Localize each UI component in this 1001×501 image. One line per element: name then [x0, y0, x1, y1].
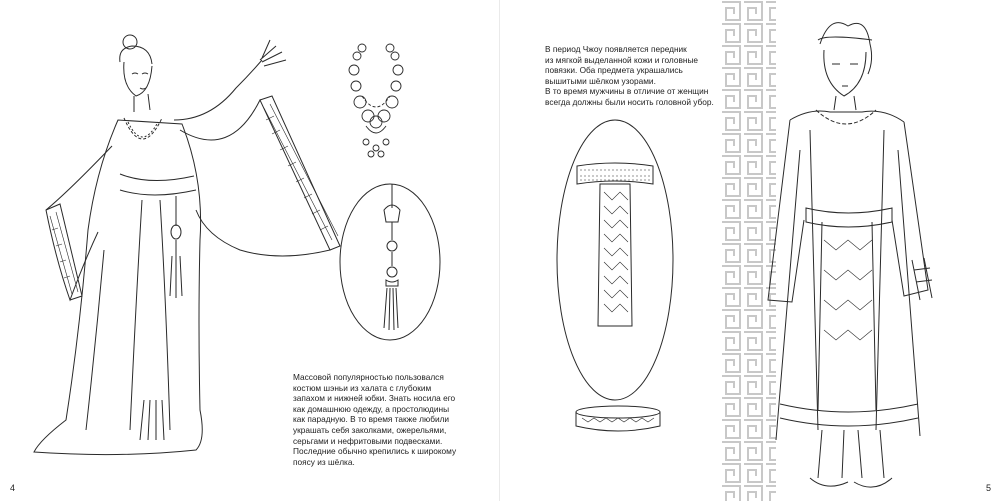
caption-line: запахом и нижней юбки. Знать носила его	[293, 393, 456, 404]
caption-line: В период Чжоу появляется передник	[545, 44, 687, 54]
caption-line: Последние обычно крепились к широкому	[293, 446, 457, 457]
jade-pendant-illustration	[340, 184, 440, 340]
caption-line: Массовой популярностью пользовался	[293, 372, 444, 382]
caption-line: украшать себя заколками, ожерельями,	[293, 424, 447, 435]
left-page	[0, 0, 500, 501]
beaded-necklace-illustration	[349, 44, 403, 157]
caption-line: вышитыми шёлком узорами.	[545, 75, 656, 86]
page-number-left: 4	[10, 483, 16, 493]
headband-illustration	[576, 406, 660, 431]
caption-line: повязки. Оба предмета украшались	[545, 65, 683, 76]
caption-line: как домашнюю одежду, а простолюдины	[293, 403, 450, 414]
caption-line: костюм шэньи из халата с глубоким	[293, 382, 432, 393]
page-number-right: 5	[985, 483, 991, 493]
caption-line: как парадную. В то время также любили	[293, 414, 450, 425]
caption-line: всегда должны были носить головной убор.	[545, 96, 714, 107]
leather-apron-illustration	[557, 120, 673, 400]
caption-line: серьгами и нефритовыми подвесками.	[293, 435, 443, 446]
left-caption	[293, 372, 456, 467]
right-caption	[545, 44, 714, 108]
right-page	[500, 0, 1001, 501]
caption-line: поясу из шёлка.	[293, 456, 355, 467]
decorative-pattern-strip	[720, 0, 776, 501]
man-figure-illustration	[768, 23, 932, 488]
caption-line: В то время мужчины в отличие от женщин	[545, 86, 709, 97]
caption-line: из мягкой выделанной кожи и головные	[545, 54, 699, 65]
